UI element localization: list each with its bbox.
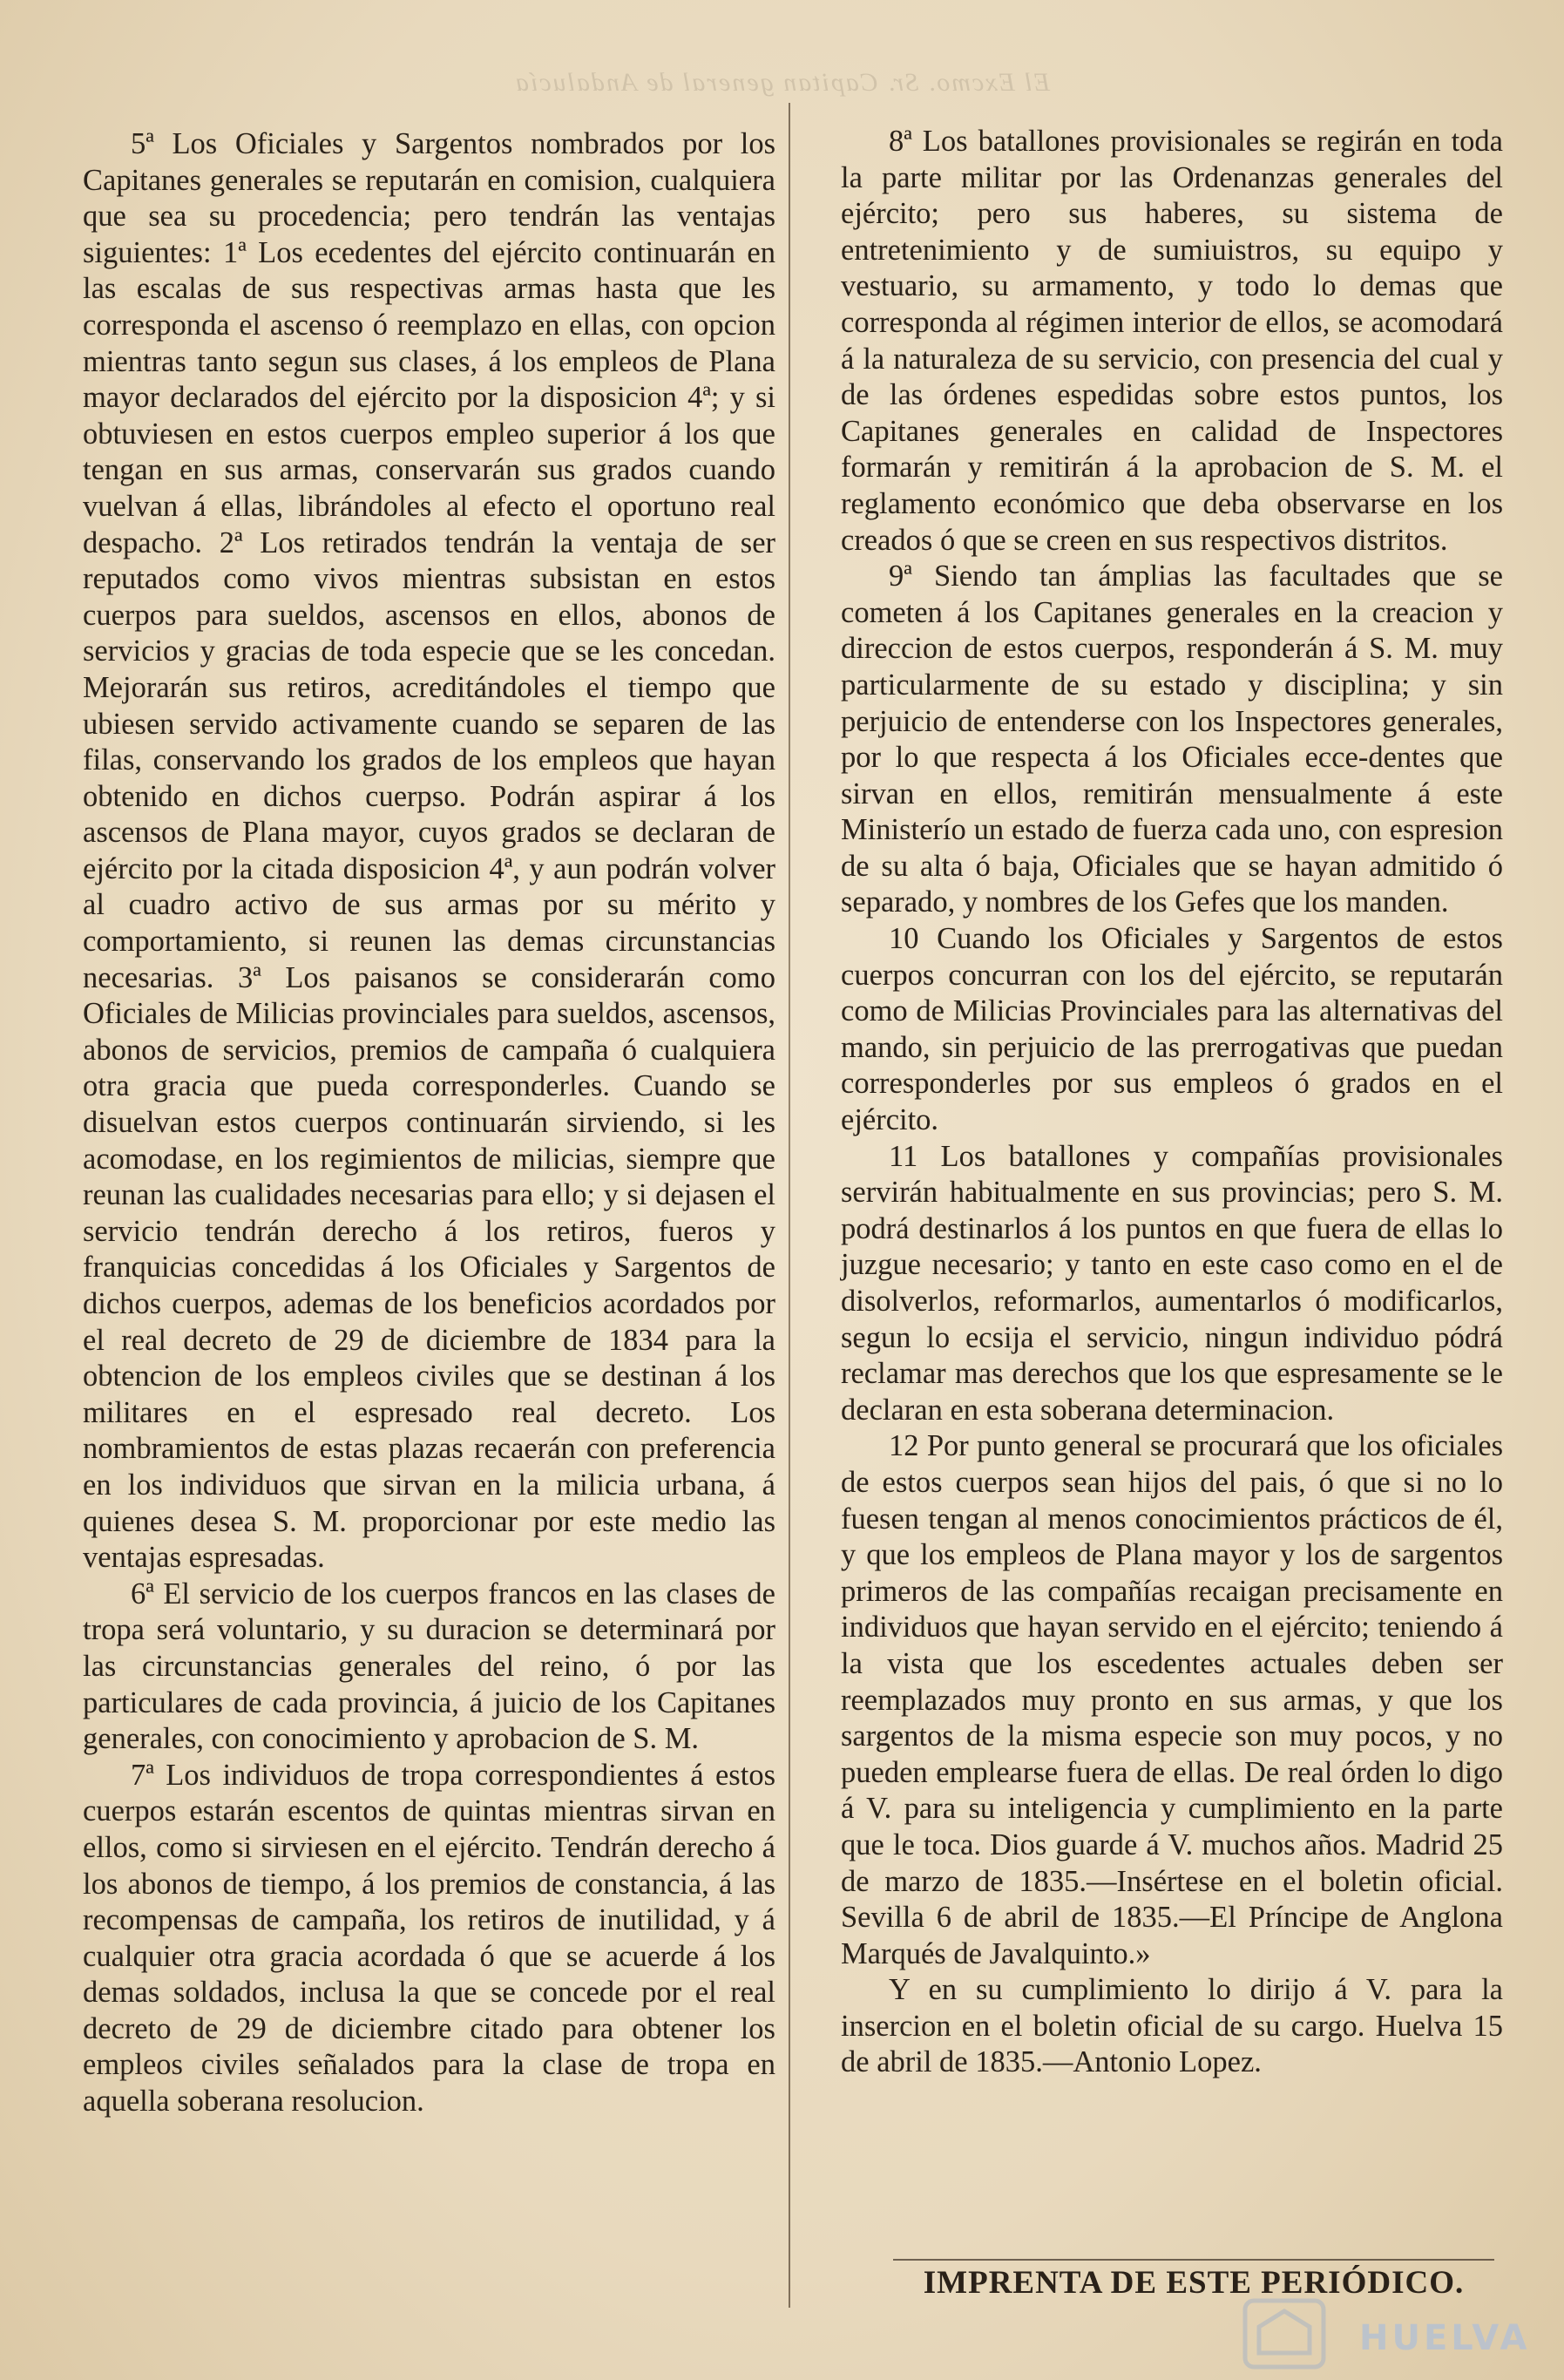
- article-7: 7ª Los individuos de tropa correspondientes á estos cuerpos estarán escentos de quintas mientras sirvan en ellos, como si sirviesen en el ejército. Tendrán derecho á los abonos de tiempo, á los premios de constancia, á las recompensas de campaña, los retiros de inutilidad, y á cualquier otra gracia acordada ó que se acuerde á los demas soldados, inclusa la que se concede por el real decreto de 29 de diciembre citado para obtener los empleos civiles señalados para la clase de tropa en aquella soberana resolucion.: [83, 1758, 775, 2119]
- article-10: 10 Cuando los Oficiales y Sargentos de estos cuerpos concurran con los del ejército, se reputarán como de Milicias Provinciales para las alternativas del mando, sin perjuicio de las prerrogativas que puedan corresponderles por sus empleos ó grados en el ejército.: [841, 922, 1503, 1137]
- right-column: [841, 124, 1503, 2081]
- bleed-through-text: El Excmo. Sr. Capitan general de Andalucía: [513, 68, 1051, 97]
- imprint-rule: [893, 2259, 1494, 2261]
- article-12: 12 Por punto general se procurará que los oficiales de estos cuerpos sean hijos del pais, ó que si no lo fuesen tengan al menos conocimientos prácticos de él, y que los empleos de Plana mayor y los de sargentos primeros de las compañías recaigan precisamente en individuos que hayan servido en el ejército; teniendo á la vista que los escedentes actuales deben ser reemplazados muy pronto en sus armas, y que los sargentos de la misma especie son muy pocos, y no pueden emplearse fuera de ellas. De real órden lo digo á V. para su inteligencia y cumplimiento en la parte que le toca. Dios guarde á V. muchos años. Madrid 25 de marzo de 1835.—Insértese en el boletin oficial. Sevilla 6 de abril de 1835.—El Príncipe de Anglona Marqués de Javalquinto.»: [841, 1429, 1503, 1970]
- watermark-text: HUELVA: [1359, 2318, 1531, 2358]
- article-6: 6ª El servicio de los cuerpos francos en las clases de tropa será voluntario, y su duracion se determinará por las circunstancias generales del reino, ó por las particulares de cada provincia, á juicio de los Capitanes generales, con conocimiento y aprobacion de S. M.: [83, 1576, 775, 1756]
- imprint-line: IMPRENTA DE ESTE PERIÓDICO.: [923, 2265, 1465, 2301]
- closing-paragraph: Y en su cumplimiento lo dirijo á V. para la insercion en el boletin oficial de su cargo. Huelva 15 de abril de 1835.—Antonio Lopez.: [841, 1973, 1503, 2079]
- left-column: [83, 126, 775, 2120]
- article-9: 9ª Siendo tan ámplias las facultades que se cometen á los Capitanes generales en la creacion y direccion de estos cuerpos, responderán á S. M. muy particularmente de su estado y disciplina; y sin perjuicio de entenderse con los Inspectores generales, por lo que respecta á los Oficiales ecce-dentes que sirvan en ellos, remitirán mensualmente á este Ministerío un estado de fuerza cada uno, con espresion de su alta ó baja, Oficiales que se hayan admitido ó separado, y nombres de los Gefes que los manden.: [841, 559, 1503, 919]
- article-5: 5ª Los Oficiales y Sargentos nombrados por los Capitanes generales se reputarán en comision, cualquiera que sea su procedencia; pero tendrán las ventajas siguientes: 1ª Los ecedentes del ejército continuarán en las escalas de sus respectivas armas hasta que les corresponda el ascenso ó reemplazo en ellas, con opcion mientras tanto segun sus clases, á los empleos de Plana mayor declarados del ejército por la disposicion 4ª; y si obtuviesen en estos cuerpos empleo superior á los que tengan en sus armas, conservarán sus grados cuando vuelvan á ellas, librándoles al efecto el oportuno real despacho. 2ª Los retirados tendrán la ventaja de ser reputados como vivos mientras subsistan en estos cuerpos para sueldos, ascensos en ellos, abonos de servicios y gracias de toda especie que se les concedan. Mejorarán sus retiros, acreditándoles el tiempo que ubiesen servido activamente cuando se separen de las filas, conservando los grados de los empleos que hayan obtenido en dichos cuerpso. Podrán aspirar á los ascensos de Plana mayor, cuyos grados se declaran de ejército por la citada disposicion 4ª, y aun podrán volver al cuadro activo de sus armas por su mérito y comportamiento, si reunen las demas circunstancias necesarias. 3ª Los paisanos se considerarán como Oficiales de Milicias provinciales para sueldos, ascensos, abonos de servicios, premios de campaña ó cualquiera otra gracia que pueda corresponderles. Cuando se disuelvan estos cuerpos continuarán sirviendo, si les acomodase, en los regimientos de milicias, siempre que reunan las cualidades necesarias para ello; y si dejasen el servicio tendrán derecho á los retiros, fueros y franquicias concedidas á los Oficiales y Sargentos de dichos cuerpos, ademas de los beneficios acordados por el real decreto de 29 de diciembre de 1834 para la obtencion de los empleos civiles que se destinan á los militares en el espresado real decreto. Los nombramientos de estas plazas recaerán con preferencia en los individuos que sirvan en la milicia urbana, á quienes desea S. M. proporcionar por este medio las ventajas espresadas.: [83, 127, 775, 1575]
- article-11: 11 Los batallones y compañías provisionales servirán habitualmente en sus provincias; pero S. M. podrá destinarlos á los puntos en que fuera de ellas lo juzgue necesario; y tanto en este caso como en el de disolverlos, reformarlos, aumentarlos ó modificarlos, segun lo ecsija el servicio, ningun individuo pódrá reclamar mas derechos que los que espresamente se le declaran en esta soberana determinacion.: [841, 1139, 1503, 1427]
- column-divider: [789, 103, 790, 2308]
- article-8: 8ª Los batallones provisionales se regirán en toda la parte militar por las Ordenanzas generales del ejército; pero sus haberes, su sistema de entretenimiento y de sumiuistros, su equipo y vestuario, su armamento, y todo lo demas que corresponda al régimen interior de ellos, se acomodará á la naturaleza de su servicio, con presencia del cual y de las órdenes espedidas sobre estos puntos, los Capitanes generales en calidad de Inspectores formarán y remitirán á la aprobacion de S. M. el reglamento económico que deba observarse en los creados ó que se creen en sus respectivos distritos.: [841, 125, 1503, 557]
